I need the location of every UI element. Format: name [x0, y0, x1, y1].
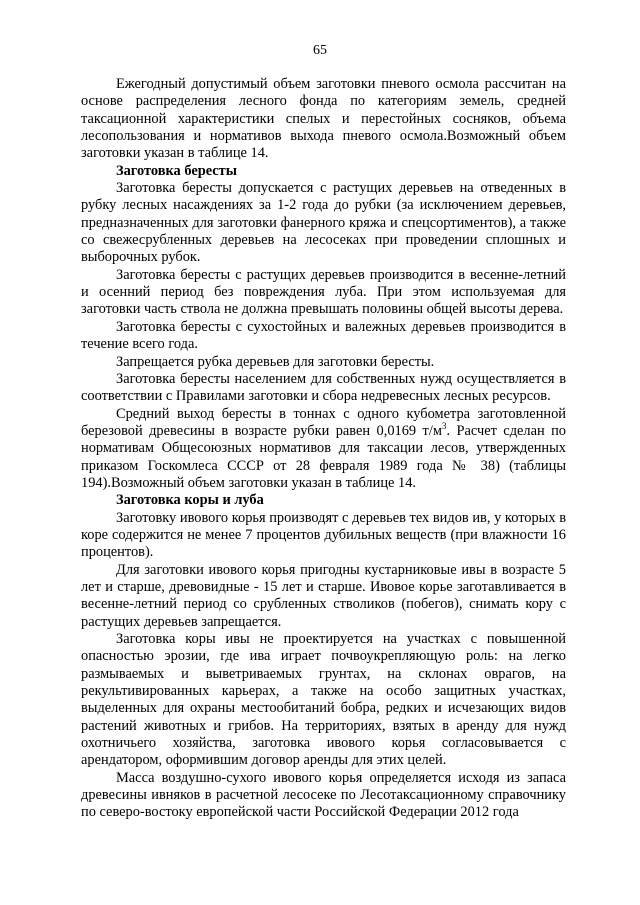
page-number: 65 [313, 43, 327, 58]
section-heading: Заготовка бересты [116, 162, 237, 179]
paragraph: Масса воздушно-сухого ивового корья определяется исходя из запаса древесины ивняков в расчетной лесосеке по Лесотаксационному справочнику по северо-востоку европейской части Российской Федерации 2012 года [81, 769, 566, 821]
paragraph: Заготовка коры ивы не проектируется на участках с повышенной опасностью эрозии, где ива играет почвоукрепляющую роль: на легко размываемых и выветриваемых грунтах, на склонах оврагов, на рекультивированных карьерах, а также на особо защитных участках, выделенных для охраны местообитаний бобра, редких и исчезающих видов растений животных и грибов. На территориях, взятых в аренду для нужд охотничьего хозяйства, заготовка ивового корья согласовывается с арендатором, оформившим договор аренды для этих целей. [81, 631, 566, 769]
paragraph: Ежегодный допустимый объем заготовки пневого осмола рассчитан на основе распределения лесного фонда по категориям земель, средней таксационной характеристики спелых и перестойных сосняков, объема лесопользования и нормативов выхода пневого осмола.Возможный объем заготовки указан в таблице 14. [81, 76, 566, 162]
paragraph: Запрещается рубка деревьев для заготовки бересты. [116, 353, 435, 370]
paragraph-text: Средний выход бересты в тоннах с одного кубометра заготовленной березовой древесины в возрасте рубки равен 0,0169 т/м [81, 405, 566, 439]
paragraph: Заготовка бересты допускается с растущих деревьев на отведенных в рубку лесных насаждениях за 1-2 года до рубки (за исключением деревьев, предназначенных для заготовки фанерного кряжа и спецсортиментов), а также со свежесрубленных деревьев на лесосеках при проведении сплошных и выборочных рубок. [81, 180, 566, 266]
paragraph [81, 406, 566, 493]
paragraph-text: . Расчет сделан по нормативам Общесоюзных нормативов для таксации лесов, утвержденных приказом Госкомлеса СССР от 28 февраля 1989 года № 38) (таблицы 194).Возможный объем заготовки указан в таблице 14. [81, 422, 567, 491]
paragraph: Для заготовки ивового корья пригодны кустарниковые ивы в возрасте 5 лет и старше, древовидные - 15 лет и старше. Ивовое корье заготавливается в весенне-летний период со срубленных стволиков (побегов), снимать кору с растущих деревьев запрещается. [81, 561, 566, 630]
superscript: 3 [441, 421, 447, 432]
paragraph: Заготовка бересты с растущих деревьев производится в весенне-летний и осенний период без повреждения луба. При этом используемая для заготовки часть ствола не должна превышать половины общей высоты дерева. [81, 266, 566, 318]
paragraph: Заготовку ивового корья производят с деревьев тех видов ив, у которых в коре содержится не менее 7 процентов дубильных веществ (при влажности 16 процентов). [81, 509, 566, 561]
section-heading: Заготовка коры и луба [116, 492, 264, 509]
paragraph: Заготовка бересты населением для собственных нужд осуществляется в соответствии с Правилами заготовки и сбора недревесных лесных ресурсов. [81, 370, 566, 405]
paragraph: Заготовка бересты с сухостойных и валежных деревьев производится в течение всего года. [81, 318, 566, 353]
document-body [81, 76, 566, 822]
